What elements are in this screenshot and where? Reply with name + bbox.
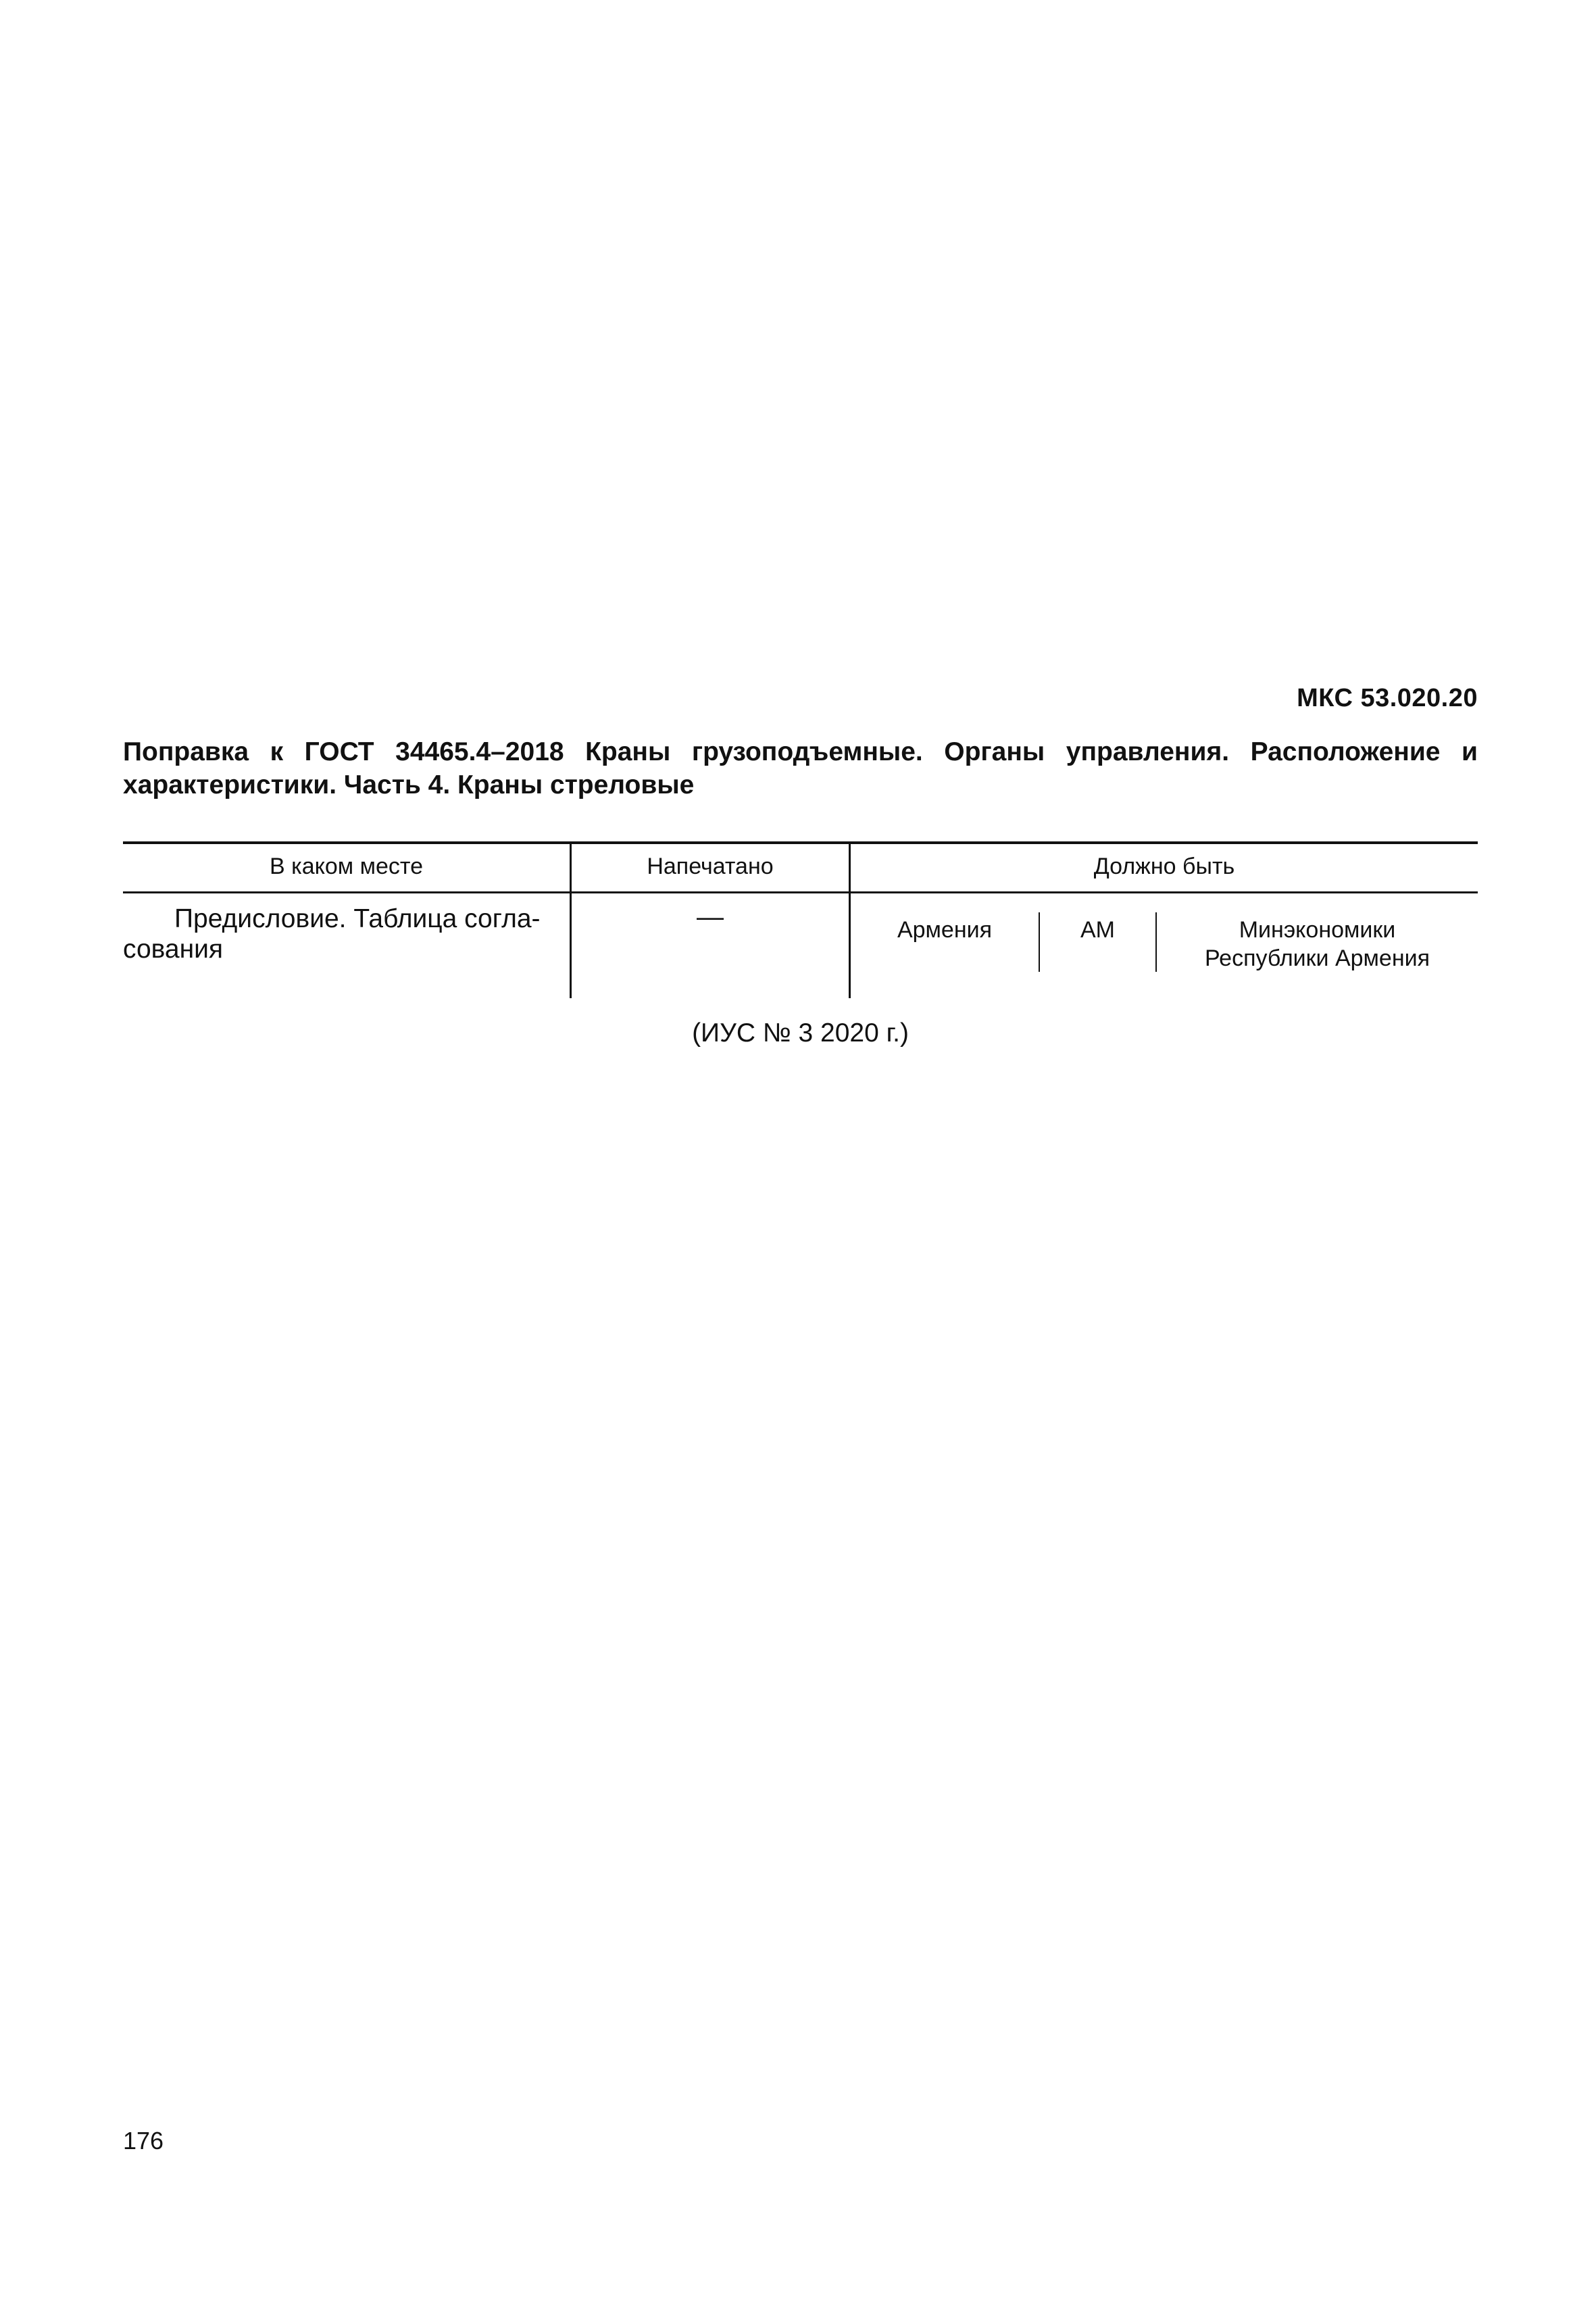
should-be-authority bbox=[1157, 916, 1478, 973]
column-header-should-be: Должно быть bbox=[1093, 854, 1235, 879]
authority-line2: Республики Армения bbox=[1204, 945, 1430, 971]
authority-line1: Минэкономики bbox=[1239, 917, 1396, 943]
document-title: Поправка к ГОСТ 34465.4–2018 Краны грузоподъемные. Органы управления. Расположение и характеристики. Часть 4. Краны стреловые bbox=[123, 737, 1478, 799]
source-reference: (ИУС № 3 2020 г.) bbox=[692, 1018, 909, 1048]
place-text-line2: сования bbox=[123, 935, 224, 964]
column-header-printed: Напечатано bbox=[647, 854, 774, 879]
should-be-code: АМ bbox=[1080, 917, 1115, 943]
page-number: 176 bbox=[123, 2127, 164, 2155]
correction-table bbox=[123, 841, 1478, 998]
table-header-rule bbox=[123, 891, 1478, 893]
table-top-rule bbox=[123, 841, 1478, 844]
table-cell-printed: — bbox=[697, 902, 724, 932]
classification-code: МКС 53.020.20 bbox=[1297, 684, 1478, 712]
table-cell-place bbox=[123, 904, 555, 964]
place-text-line1: Предисловие. Таблица согла- bbox=[174, 904, 541, 933]
column-header-place: В каком месте bbox=[269, 854, 424, 879]
should-be-country: Армения bbox=[897, 917, 993, 943]
